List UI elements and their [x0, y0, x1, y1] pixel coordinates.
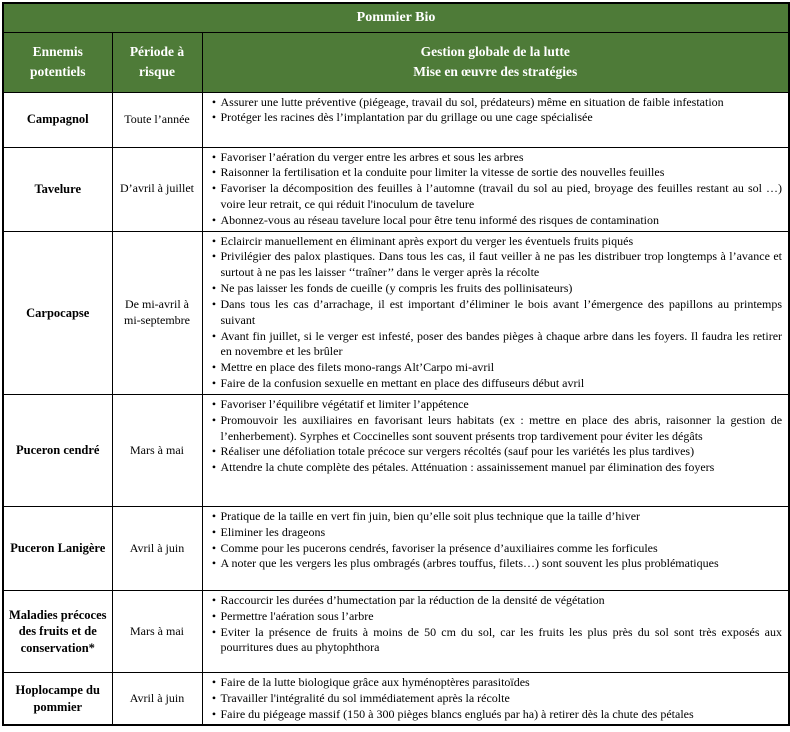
enemy-name: Carpocapse: [3, 231, 112, 394]
risk-period: Avril à juin: [112, 506, 202, 590]
bullet-icon: •: [211, 674, 217, 689]
risk-period: Mars à mai: [112, 590, 202, 672]
enemy-name: Campagnol: [3, 92, 112, 147]
bullet-icon: •: [211, 556, 217, 571]
bullet-text: Comme pour les pucerons cendrés, favoriser la présence d’auxiliaires comme les forficules: [220, 540, 658, 555]
bullet-item: [208, 625, 785, 657]
bullet-icon: •: [211, 706, 217, 721]
bullet-text: Raisonner la fertilisation et la conduite pour limiter la vitesse de sortie des nouvelles feuilles: [220, 165, 665, 180]
table-row: [3, 672, 789, 725]
column-header-management-line1: Gestion globale de la lutte: [420, 44, 570, 60]
management-cell: [202, 590, 789, 672]
bullet-icon: •: [211, 624, 217, 639]
bullet-text: Faire de la confusion sexuelle en mettant en place des diffuseurs début avril: [220, 376, 585, 391]
bullet-text: Permettre l'aération sous l’arbre: [220, 608, 374, 623]
bullet-item: [208, 691, 785, 707]
bullet-text: Mettre en place des filets mono-rangs Alt’Carpo mi-avril: [220, 360, 495, 375]
table-title-row: [3, 3, 789, 32]
bullet-item: [208, 110, 785, 126]
bullet-item: [208, 413, 785, 445]
bullet-item: [208, 329, 785, 361]
bullet-item: [208, 397, 785, 413]
bullet-icon: •: [211, 233, 217, 248]
bullet-icon: •: [211, 592, 217, 607]
bullet-item: [208, 675, 785, 691]
bullet-item: [208, 234, 785, 250]
bullet-icon: •: [211, 412, 217, 427]
bullet-item: [208, 281, 785, 297]
column-header-enemies: Ennemis potentiels: [3, 32, 112, 92]
enemy-name: Tavelure: [3, 147, 112, 231]
table-row: [3, 231, 789, 394]
pommier-bio-table: [2, 2, 790, 726]
risk-period: Mars à mai: [112, 394, 202, 506]
bullet-icon: •: [211, 281, 217, 296]
bullet-item: [208, 376, 785, 392]
bullet-item: [208, 249, 785, 281]
bullet-item: [208, 444, 785, 460]
management-cell: [202, 672, 789, 725]
bullet-item: [208, 609, 785, 625]
bullet-text: Favoriser la décomposition des feuilles à l’automne (travail du sol au pied, broyage des feuilles restant au sol …) voire leur retrait, ce qui réduit l'inoculum de tavelure: [220, 181, 783, 211]
bullet-item: [208, 556, 785, 572]
bullet-text: Promouvoir les auxiliaires en favorisant leurs habitats (ex : mettre en place des abris, raisonner la gestion de l’enherbement). Syrphes et Coccinelles sont souvent présents trop tardivement pour éviter les dégâts: [220, 412, 783, 443]
column-header-period: Période à risque: [112, 32, 202, 92]
risk-period: Avril à juin: [112, 672, 202, 725]
bullet-text: Réaliser une défoliation totale précoce sur vergers récoltés (sauf pour les variétés les plus tardives): [220, 444, 695, 459]
bullet-item: [208, 213, 785, 229]
bullet-icon: •: [211, 540, 217, 555]
bullet-icon: •: [211, 396, 217, 411]
enemy-name: Puceron cendré: [3, 394, 112, 506]
bullet-text: Protéger les racines dès l’implantation par du grillage ou une cage spécialisée: [220, 110, 593, 125]
bullet-icon: •: [211, 608, 217, 623]
bullet-icon: •: [211, 110, 217, 125]
bullet-text: Attendre la chute complète des pétales. Atténuation : assainissement manuel par élimination des foyers: [220, 460, 715, 475]
bullet-icon: •: [211, 149, 217, 164]
management-cell: [202, 394, 789, 506]
bullet-text: Eclaircir manuellement en éliminant après export du verger les éventuels fruits piqués: [220, 233, 634, 248]
bullet-item: [208, 95, 785, 111]
bullet-text: Avant fin juillet, si le verger est infesté, poser des bandes pièges à chaque arbre dans les foyers. Il faudra les retirer en novembre et les brûler: [220, 328, 783, 359]
risk-period: D’avril à juillet: [112, 147, 202, 231]
bullet-icon: •: [211, 360, 217, 375]
bullet-icon: •: [211, 296, 217, 311]
bullet-text: Dans tous les cas d’arrachage, il est important d’éliminer le bois avant l’émergence des papillons au printemps suivant: [220, 296, 783, 327]
column-header-management-line2: Mise en œuvre des stratégies: [413, 64, 578, 79]
bullet-text: Faire du piégeage massif (150 à 300 pièges blancs englués par ha) à retirer dès la chute des pétales: [220, 706, 694, 721]
bullet-item: [208, 509, 785, 525]
table-body: [3, 92, 789, 725]
enemy-name: Puceron Lanigère: [3, 506, 112, 590]
bullet-item: [208, 150, 785, 166]
table-row: [3, 92, 789, 147]
bullet-text: Faire de la lutte biologique grâce aux hyménoptères parasitoïdes: [220, 674, 530, 689]
bullet-icon: •: [211, 328, 217, 343]
bullet-text: Favoriser l’aération du verger entre les arbres et sous les arbres: [220, 149, 524, 164]
bullet-icon: •: [211, 524, 217, 539]
column-header-management: [202, 32, 789, 92]
bullet-item: [208, 181, 785, 213]
bullet-text: Eliminer les drageons: [220, 524, 326, 539]
bullet-icon: •: [211, 444, 217, 459]
bullet-item: [208, 707, 785, 723]
bullet-item: [208, 165, 785, 181]
management-cell: [202, 92, 789, 147]
management-cell: [202, 147, 789, 231]
management-cell: [202, 231, 789, 394]
bullet-item: [208, 297, 785, 329]
bullet-icon: •: [211, 94, 217, 109]
bullet-text: Raccourcir les durées d’humectation par la réduction de la densité de végétation: [220, 592, 605, 607]
table-row: [3, 506, 789, 590]
risk-period: De mi-avril à mi-septembre: [112, 231, 202, 394]
bullet-text: Privilégier des palox plastiques. Dans tous les cas, il faut veiller à ne pas les distribuer trop longtemps à l’avance et surtout à ne pas les laisser ‘‘traîner’’ dans le verger après la récolte: [220, 249, 783, 280]
bullet-text: Favoriser l’équilibre végétatif et limiter l’appétence: [220, 396, 469, 411]
bullet-text: Abonnez-vous au réseau tavelure local pour être tenu informé des risques de contamination: [220, 212, 660, 227]
table-row: [3, 147, 789, 231]
bullet-icon: •: [211, 690, 217, 705]
bullet-icon: •: [211, 508, 217, 523]
bullet-text: Assurer une lutte préventive (piégeage, travail du sol, prédateurs) même en situation de faible infestation: [220, 94, 724, 109]
bullet-text: A noter que les vergers les plus ombragés (arbres touffus, filets…) sont souvent les plus problématiques: [220, 556, 719, 571]
bullet-item: [208, 460, 785, 476]
bullet-icon: •: [211, 181, 217, 196]
bullet-icon: •: [211, 376, 217, 391]
bullet-text: Pratique de la taille en vert fin juin, bien qu’elle soit plus technique que la taille d’hiver: [220, 508, 641, 523]
enemy-name: Maladies précoces des fruits et de conservation*: [3, 590, 112, 672]
bullet-item: [208, 360, 785, 376]
bullet-text: Ne pas laisser les fonds de cueille (y compris les fruits des pollinisateurs): [220, 281, 573, 296]
bullet-text: Travailler l'intégralité du sol immédiatement après la récolte: [220, 690, 510, 705]
management-cell: [202, 506, 789, 590]
bullet-icon: •: [211, 249, 217, 264]
risk-period: Toute l’année: [112, 92, 202, 147]
bullet-text: Eviter la présence de fruits à moins de 50 cm du sol, car les fruits les plus près du sol sont très exposés aux pourritures dues au phytophthora: [220, 624, 783, 655]
bullet-icon: •: [211, 212, 217, 227]
table-row: [3, 394, 789, 506]
bullet-item: [208, 525, 785, 541]
table-header-row: [3, 32, 789, 92]
bullet-item: [208, 541, 785, 557]
bullet-icon: •: [211, 460, 217, 475]
table-title: Pommier Bio: [3, 3, 789, 32]
bullet-icon: •: [211, 165, 217, 180]
bullet-item: [208, 593, 785, 609]
table-row: [3, 590, 789, 672]
enemy-name: Hoplocampe du pommier: [3, 672, 112, 725]
